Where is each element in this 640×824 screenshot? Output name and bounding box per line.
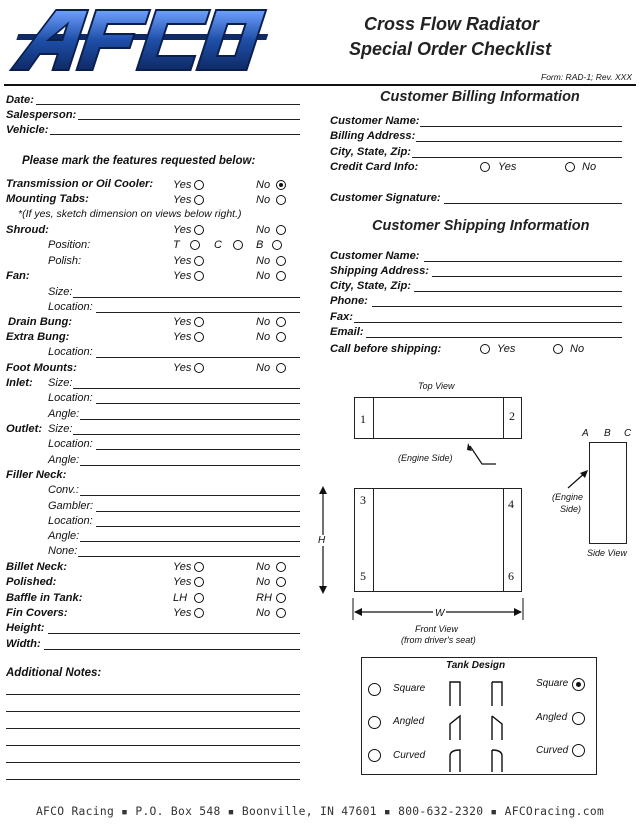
fan-size-field[interactable] — [73, 297, 300, 298]
shipping-address-label: Shipping Address: — [330, 265, 430, 277]
billing-city-label: City, State, Zip: — [330, 146, 412, 158]
inlet-location-field[interactable] — [96, 403, 300, 404]
outlet-size-label: Size: — [48, 423, 73, 435]
salesperson-label: Salesperson: — [6, 109, 77, 121]
extra-bung-yes-radio[interactable] — [194, 332, 204, 342]
no-label: No — [256, 576, 271, 588]
inlet-location-label: Location: — [48, 392, 93, 404]
gambler-label: Gambler: — [48, 500, 94, 512]
polish-label: Polish: — [48, 255, 82, 267]
yes-label: Yes — [173, 255, 192, 267]
call-before-label: Call before shipping: — [330, 343, 442, 355]
shipping-customer-name-label: Customer Name: — [330, 250, 420, 262]
vehicle-field[interactable] — [50, 134, 300, 135]
yes-label: Yes — [173, 331, 192, 343]
extra-bung-no-radio[interactable] — [276, 332, 286, 342]
no-label: No — [256, 561, 271, 573]
width-label: Width: — [6, 638, 41, 650]
outlet-angle-field[interactable] — [80, 465, 300, 466]
side-b-label: B — [604, 428, 611, 439]
front-view-subcaption: (from driver's seat) — [401, 635, 476, 645]
foot-mounts-no-radio[interactable] — [276, 363, 286, 373]
left-curved-radio[interactable] — [368, 749, 381, 762]
signature-label: Customer Signature: — [330, 192, 441, 204]
tank-design-heading: Tank Design — [446, 660, 506, 671]
yes-label: Yes — [173, 194, 192, 206]
extra-bung-location-label: Location: — [48, 346, 93, 358]
shipping-city-field[interactable] — [414, 291, 622, 292]
height-label: Height: — [6, 622, 45, 634]
front-view-box — [354, 488, 522, 592]
no-label: No — [256, 362, 271, 374]
position-label: Position: — [48, 239, 91, 251]
billing-address-field[interactable] — [416, 141, 622, 142]
shroud-label: Shroud: — [6, 224, 49, 236]
inlet-angle-field[interactable] — [80, 419, 300, 420]
no-label: No — [256, 607, 271, 619]
call-before-no-radio[interactable] — [553, 344, 563, 354]
tank-number: 5 — [360, 569, 366, 583]
yes-label: Yes — [173, 362, 192, 374]
fan-yes-radio[interactable] — [194, 271, 204, 281]
baffle-label: Baffle in Tank: — [6, 592, 83, 604]
side-a-label: A — [582, 428, 589, 439]
side-engine-caption-1: (Engine — [552, 492, 584, 502]
signature-field[interactable] — [444, 203, 622, 204]
transmission-no-radio[interactable] — [276, 180, 286, 190]
phone-label: Phone: — [330, 295, 368, 307]
filler-neck-label: Filler Neck: — [6, 469, 67, 481]
billing-customer-name-label: Customer Name: — [330, 115, 420, 127]
right-square-radio[interactable] — [572, 678, 585, 691]
height-dim-label: H — [318, 535, 326, 546]
right-curved-label: Curved — [536, 745, 569, 756]
vehicle-label: Vehicle: — [6, 124, 49, 136]
mounting-tabs-yes-radio[interactable] — [194, 195, 204, 205]
billing-city-field[interactable] — [412, 157, 622, 158]
header-rule — [4, 84, 636, 86]
tank-number: 4 — [508, 497, 514, 511]
call-before-yes-radio[interactable] — [480, 344, 490, 354]
credit-card-no-radio[interactable] — [565, 162, 575, 172]
polish-no-radio[interactable] — [276, 256, 286, 266]
phone-field[interactable] — [372, 306, 622, 307]
billing-heading: Customer Billing Information — [380, 89, 580, 105]
baffle-rh-radio[interactable] — [276, 593, 286, 603]
pos-c-label: C — [214, 239, 222, 251]
yes-label: Yes — [173, 607, 192, 619]
engine-side-caption: (Engine Side) — [398, 453, 453, 463]
top-view-box — [354, 397, 522, 439]
billing-customer-name-field[interactable] — [420, 126, 622, 127]
yes-label: Yes — [173, 576, 192, 588]
notes-line[interactable] — [6, 694, 300, 695]
yes-label: Yes — [498, 161, 517, 173]
outlet-label: Outlet: — [6, 423, 43, 435]
fan-location-label: Location: — [48, 301, 93, 313]
notes-line[interactable] — [6, 762, 300, 763]
engine-side-arrow — [460, 442, 500, 466]
shroud-pos-b-radio[interactable] — [272, 240, 282, 250]
yes-label: Yes — [173, 179, 192, 191]
side-view-caption: Side View — [587, 548, 627, 558]
no-label: No — [570, 343, 585, 355]
conv-label: Conv.: — [48, 484, 79, 496]
salesperson-field[interactable] — [78, 119, 300, 120]
no-label: No — [256, 179, 271, 191]
right-curved-radio[interactable] — [572, 744, 585, 757]
billet-neck-yes-radio[interactable] — [194, 562, 204, 572]
inlet-size-field[interactable] — [73, 388, 300, 389]
transmission-label: Transmission or Oil Cooler: — [6, 178, 154, 190]
inlet-label: Inlet: — [6, 377, 33, 389]
pos-t-label: T — [173, 239, 180, 251]
yes-label: Yes — [173, 270, 192, 282]
shroud-no-radio[interactable] — [276, 225, 286, 235]
fax-label: Fax: — [330, 311, 354, 323]
filler-location-label: Location: — [48, 515, 93, 527]
fan-location-field[interactable] — [96, 312, 300, 313]
outlet-location-label: Location: — [48, 438, 93, 450]
transmission-yes-radio[interactable] — [194, 180, 204, 190]
yes-label: Yes — [173, 316, 192, 328]
instructions: Please mark the features requested below: — [22, 155, 256, 167]
notes-line[interactable] — [6, 745, 300, 746]
side-engine-arrow — [562, 468, 590, 492]
shroud-pos-t-radio[interactable] — [190, 240, 200, 250]
no-label: No — [256, 255, 271, 267]
baffle-lh-radio[interactable] — [194, 593, 204, 603]
tank-number: 6 — [508, 569, 514, 583]
yes-label: Yes — [173, 224, 192, 236]
none-label: None: — [48, 545, 78, 557]
fin-covers-label: Fin Covers: — [6, 607, 68, 619]
outlet-size-field[interactable] — [73, 434, 300, 435]
tank-number: 1 — [360, 412, 366, 426]
side-view-box — [589, 442, 627, 544]
yes-label: Yes — [497, 343, 516, 355]
afco-logo — [6, 4, 274, 74]
right-angled-label: Angled — [536, 712, 568, 723]
height-field[interactable] — [48, 633, 300, 634]
no-label: No — [256, 316, 271, 328]
fan-size-label: Size: — [48, 286, 73, 298]
form-title-line2: Special Order Checklist — [349, 39, 552, 59]
notes-line[interactable] — [6, 728, 300, 729]
mounting-note: *(If yes, sketch dimension on views below right.) — [18, 208, 242, 220]
polish-yes-radio[interactable] — [194, 256, 204, 266]
date-label: Date: — [6, 94, 34, 106]
fin-covers-no-radio[interactable] — [276, 608, 286, 618]
extra-bung-location-field[interactable] — [96, 357, 300, 358]
fax-field[interactable] — [354, 322, 622, 323]
credit-card-yes-radio[interactable] — [480, 162, 490, 172]
width-field[interactable] — [44, 649, 300, 650]
polished-no-radio[interactable] — [276, 577, 286, 587]
notes-line[interactable] — [6, 779, 300, 780]
drain-bung-label: Drain Bung: — [8, 316, 73, 328]
outlet-location-field[interactable] — [96, 449, 300, 450]
form-id: Form: RAD-1; Rev. XXX — [541, 72, 632, 82]
conv-field[interactable] — [80, 495, 300, 496]
footer-contact: AFCO Racing ▪ P.O. Box 548 ▪ Boonville, IN 47601 ▪ 800-632-2320 ▪ AFCOracing.com — [35, 805, 605, 818]
shipping-customer-name-field[interactable] — [424, 261, 622, 262]
outlet-angle-label: Angle: — [48, 454, 80, 466]
billet-neck-no-radio[interactable] — [276, 562, 286, 572]
lh-label: LH — [173, 592, 188, 604]
fin-covers-yes-radio[interactable] — [194, 608, 204, 618]
tank-number: 3 — [360, 493, 366, 507]
shipping-address-field[interactable] — [432, 276, 622, 277]
inlet-size-label: Size: — [48, 377, 73, 389]
drain-bung-yes-radio[interactable] — [194, 317, 204, 327]
tank-design-panel — [361, 657, 597, 775]
shipping-heading: Customer Shipping Information — [372, 218, 590, 234]
additional-notes-label: Additional Notes: — [6, 667, 102, 679]
pos-b-label: B — [256, 239, 264, 251]
no-label: No — [256, 270, 271, 282]
mounting-tabs-no-radio[interactable] — [276, 195, 286, 205]
email-label: Email: — [330, 326, 364, 338]
extra-bung-label: Extra Bung: — [6, 331, 70, 343]
width-dim-label: W — [435, 608, 445, 619]
filler-angle-label: Angle: — [48, 530, 80, 542]
gambler-field[interactable] — [96, 511, 300, 512]
front-view-caption: Front View — [415, 624, 458, 634]
none-field[interactable] — [78, 556, 300, 557]
right-square-label: Square — [536, 678, 569, 689]
shroud-pos-c-radio[interactable] — [233, 240, 243, 250]
drain-bung-no-radio[interactable] — [276, 317, 286, 327]
no-label: No — [256, 194, 271, 206]
left-curved-label: Curved — [393, 750, 426, 761]
form-title-line1: Cross Flow Radiator — [364, 14, 540, 34]
email-field[interactable] — [366, 337, 622, 338]
shroud-yes-radio[interactable] — [194, 225, 204, 235]
foot-mounts-yes-radio[interactable] — [194, 363, 204, 373]
filler-location-field[interactable] — [96, 526, 300, 527]
mounting-tabs-label: Mounting Tabs: — [6, 193, 89, 205]
fan-label: Fan: — [6, 270, 30, 282]
billing-address-label: Billing Address: — [330, 130, 416, 142]
tank-shape-icons — [444, 676, 514, 772]
no-label: No — [256, 331, 271, 343]
yes-label: Yes — [173, 561, 192, 573]
billet-neck-label: Billet Neck: — [6, 561, 67, 573]
polished-label: Polished: — [6, 576, 57, 588]
rh-label: RH — [256, 592, 272, 604]
shipping-city-label: City, State, Zip: — [330, 280, 412, 292]
foot-mounts-label: Foot Mounts: — [6, 362, 77, 374]
left-square-label: Square — [393, 683, 426, 694]
notes-line[interactable] — [6, 711, 300, 712]
fan-no-radio[interactable] — [276, 271, 286, 281]
right-angled-radio[interactable] — [572, 712, 585, 725]
left-angled-radio[interactable] — [368, 716, 381, 729]
left-square-radio[interactable] — [368, 683, 381, 696]
inlet-angle-label: Angle: — [48, 408, 80, 420]
top-view-caption: Top View — [418, 381, 455, 391]
left-angled-label: Angled — [393, 716, 425, 727]
filler-angle-field[interactable] — [80, 541, 300, 542]
date-field[interactable] — [36, 104, 300, 105]
side-c-label: C — [624, 428, 632, 439]
polished-yes-radio[interactable] — [194, 577, 204, 587]
tank-number: 2 — [509, 409, 515, 423]
no-label: No — [582, 161, 597, 173]
credit-card-label: Credit Card Info: — [330, 161, 419, 173]
side-engine-caption-2: Side) — [560, 504, 582, 514]
no-label: No — [256, 224, 271, 236]
